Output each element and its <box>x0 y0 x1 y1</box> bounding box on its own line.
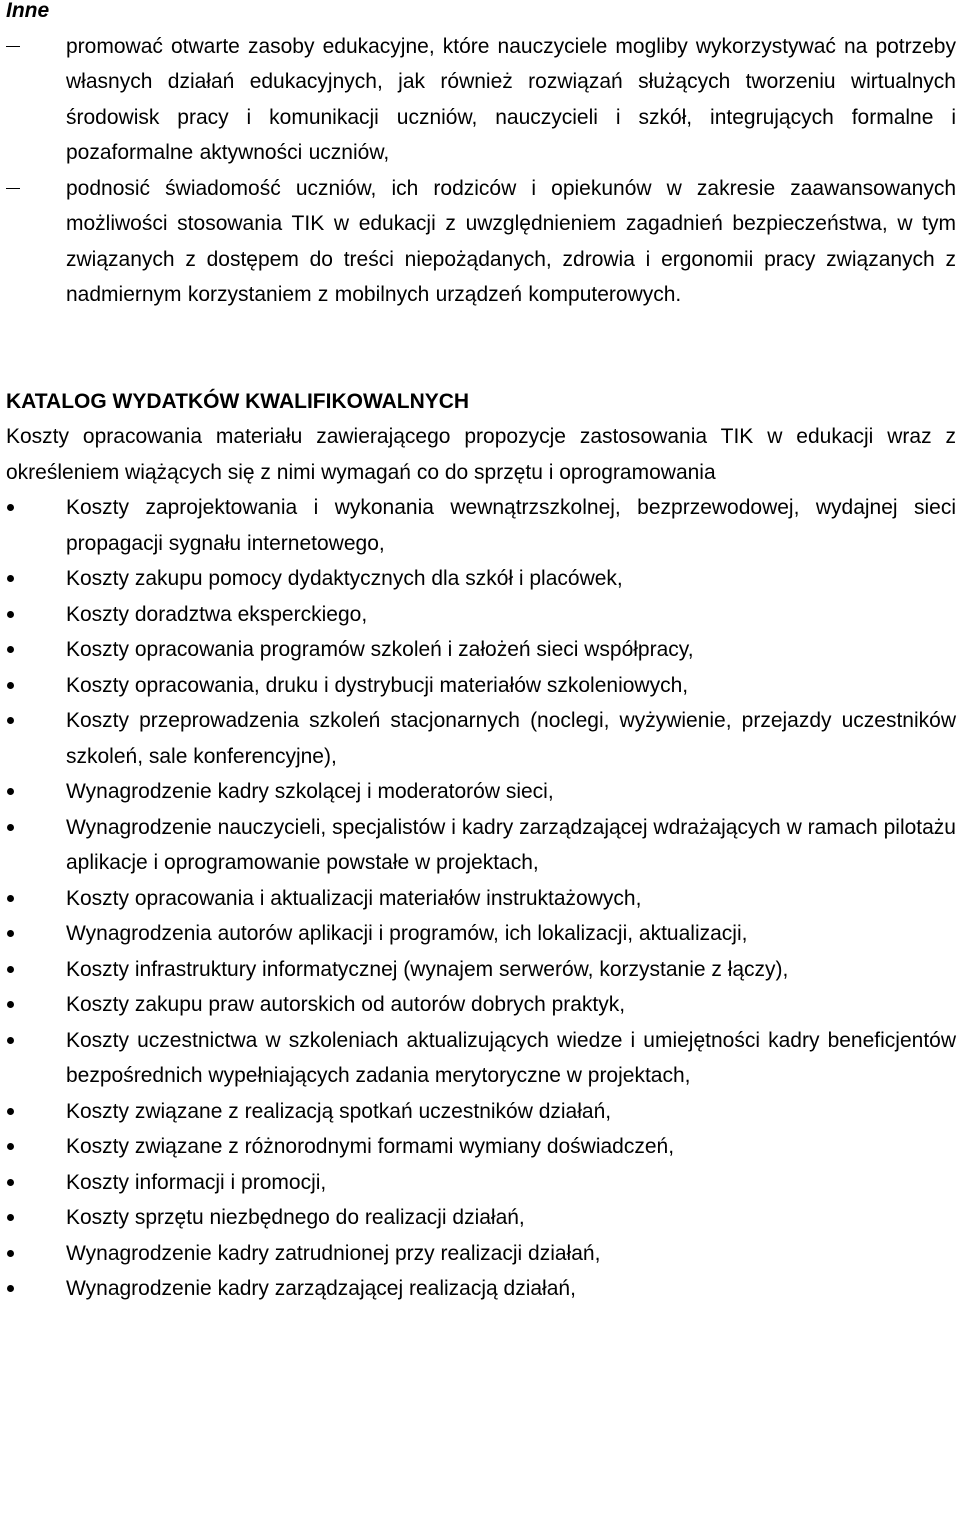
bullet-dot-icon <box>6 1165 66 1201</box>
list-item-text: Koszty zakupu pomocy dydaktycznych dla szkół i placówek, <box>66 567 623 590</box>
list-item <box>6 774 956 810</box>
list-item-text: Koszty opracowania programów szkoleń i założeń sieci współpracy, <box>66 638 694 661</box>
bullet-dot-icon <box>6 490 66 526</box>
list-item <box>6 1236 956 1272</box>
list-item <box>6 632 956 668</box>
bullet-dot-icon <box>6 916 66 952</box>
list-item <box>6 1271 956 1307</box>
list-item <box>6 1200 956 1236</box>
list-item <box>6 561 956 597</box>
list-item-text: Koszty związane z różnorodnymi formami wymiany doświadczeń, <box>66 1135 675 1158</box>
list-item-text: Koszty uczestnictwa w szkoleniach aktualizujących wiedze i umiejętności kadry beneficjentów bezpośrednich wypełniających zadania merytoryczne w projektach, <box>66 1028 956 1087</box>
list-item-text: Koszty zaprojektowania i wykonania wewnątrzszkolnej, bezprzewodowej, wydajnej sieci propagacji sygnału internetowego, <box>66 496 956 555</box>
list-item-text: Koszty związane z realizacją spotkań uczestników działań, <box>66 1099 612 1123</box>
document-page <box>6 0 956 1307</box>
list-item <box>6 597 956 633</box>
bullet-dot-icon <box>6 668 66 704</box>
list-item-text: Koszty doradztwa eksperckiego, <box>66 602 368 626</box>
section-heading-other: Inne <box>6 0 50 22</box>
expenses-list <box>6 490 956 1307</box>
list-item-text: Wynagrodzenia autorów aplikacji i programów, ich lokalizacji, aktualizacji, <box>66 922 748 945</box>
list-item-text: Koszty opracowania i aktualizacji materiałów instruktażowych, <box>66 886 642 910</box>
dash-bullet-icon <box>6 29 66 65</box>
bullet-dot-icon <box>6 810 66 846</box>
list-item <box>6 952 956 988</box>
list-item-text: Koszty przeprowadzenia szkoleń stacjonarnych (noclegi, wyżywienie, przejazdy uczestników szkoleń, sale konferencyjne), <box>66 709 956 768</box>
bullet-dot-icon <box>6 1271 66 1307</box>
bullet-dot-icon <box>6 597 66 633</box>
list-item <box>6 1129 956 1165</box>
dash-bullet-icon <box>6 171 66 207</box>
list-item <box>6 668 956 704</box>
list-item <box>6 29 956 171</box>
section-spacer <box>6 313 956 384</box>
list-item-text: Wynagrodzenie nauczycieli, specjalistów i kadry zarządzającej wdrażających w ramach pilotażu aplikacje i oprogramowanie powstałe w projektach, <box>66 815 956 874</box>
list-item-text: Wynagrodzenie kadry zatrudnionej przy realizacji działań, <box>66 1241 601 1265</box>
list-item-text: Koszty infrastruktury informatycznej (wynajem serwerów, korzystanie z łączy), <box>66 957 789 981</box>
bullet-dot-icon <box>6 632 66 668</box>
other-goals-list <box>6 29 956 313</box>
list-item-text: Koszty opracowania, druku i dystrybucji materiałów szkoleniowych, <box>66 673 689 697</box>
catalog-heading: KATALOG WYDATKÓW KWALIFIKOWALNYCH <box>6 389 470 413</box>
list-item-text: Wynagrodzenie kadry szkolącej i moderatorów sieci, <box>66 780 554 803</box>
bullet-dot-icon <box>6 987 66 1023</box>
list-item <box>6 987 956 1023</box>
list-item <box>6 490 956 561</box>
bullet-dot-icon <box>6 561 66 597</box>
list-item-text: promować otwarte zasoby edukacyjne, które nauczyciele mogliby wykorzystywać na potrzeby własnych działań edukacyjnych, jak również rozwiązań służących tworzeniu wirtualnych środowisk pracy i komunikacji uczniów, nauczycieli i szkół, integrujących formalne i pozaformalne aktywności uczniów, <box>66 34 956 164</box>
list-item-text: Koszty informacji i promocji, <box>66 1170 327 1194</box>
bullet-dot-icon <box>6 1236 66 1272</box>
list-item <box>6 703 956 774</box>
bullet-dot-icon <box>6 1094 66 1130</box>
list-item-text: Koszty zakupu praw autorskich od autorów dobrych praktyk, <box>66 993 626 1016</box>
list-item <box>6 1094 956 1130</box>
list-item-text: Koszty sprzętu niezbędnego do realizacji działań, <box>66 1206 525 1229</box>
bullet-dot-icon <box>6 881 66 917</box>
list-item-text: Wynagrodzenie kadry zarządzającej realizacją działań, <box>66 1277 576 1300</box>
bullet-dot-icon <box>6 1129 66 1165</box>
bullet-dot-icon <box>6 1023 66 1059</box>
list-item <box>6 881 956 917</box>
bullet-dot-icon <box>6 1200 66 1236</box>
list-item <box>6 916 956 952</box>
list-item <box>6 1165 956 1201</box>
bullet-dot-icon <box>6 952 66 988</box>
bullet-dot-icon <box>6 703 66 739</box>
list-item <box>6 810 956 881</box>
list-item <box>6 171 956 313</box>
list-item <box>6 1023 956 1094</box>
bullet-dot-icon <box>6 774 66 810</box>
catalog-intro: Koszty opracowania materiału zawierającego propozycje zastosowania TIK w edukacji wraz z określeniem wiążących się z nimi wymagań co do sprzętu i oprogramowania <box>6 425 956 484</box>
list-item-text: podnosić świadomość uczniów, ich rodziców i opiekunów w zakresie zaawansowanych możliwości stosowania TIK w edukacji z uwzględnieniem zagadnień bezpieczeństwa, w tym związanych z dostępem do treści niepożądanych, zdrowia i ergonomii pracy związanych z nadmiernym korzystaniem z mobilnych urządzeń komputerowych. <box>66 176 956 306</box>
